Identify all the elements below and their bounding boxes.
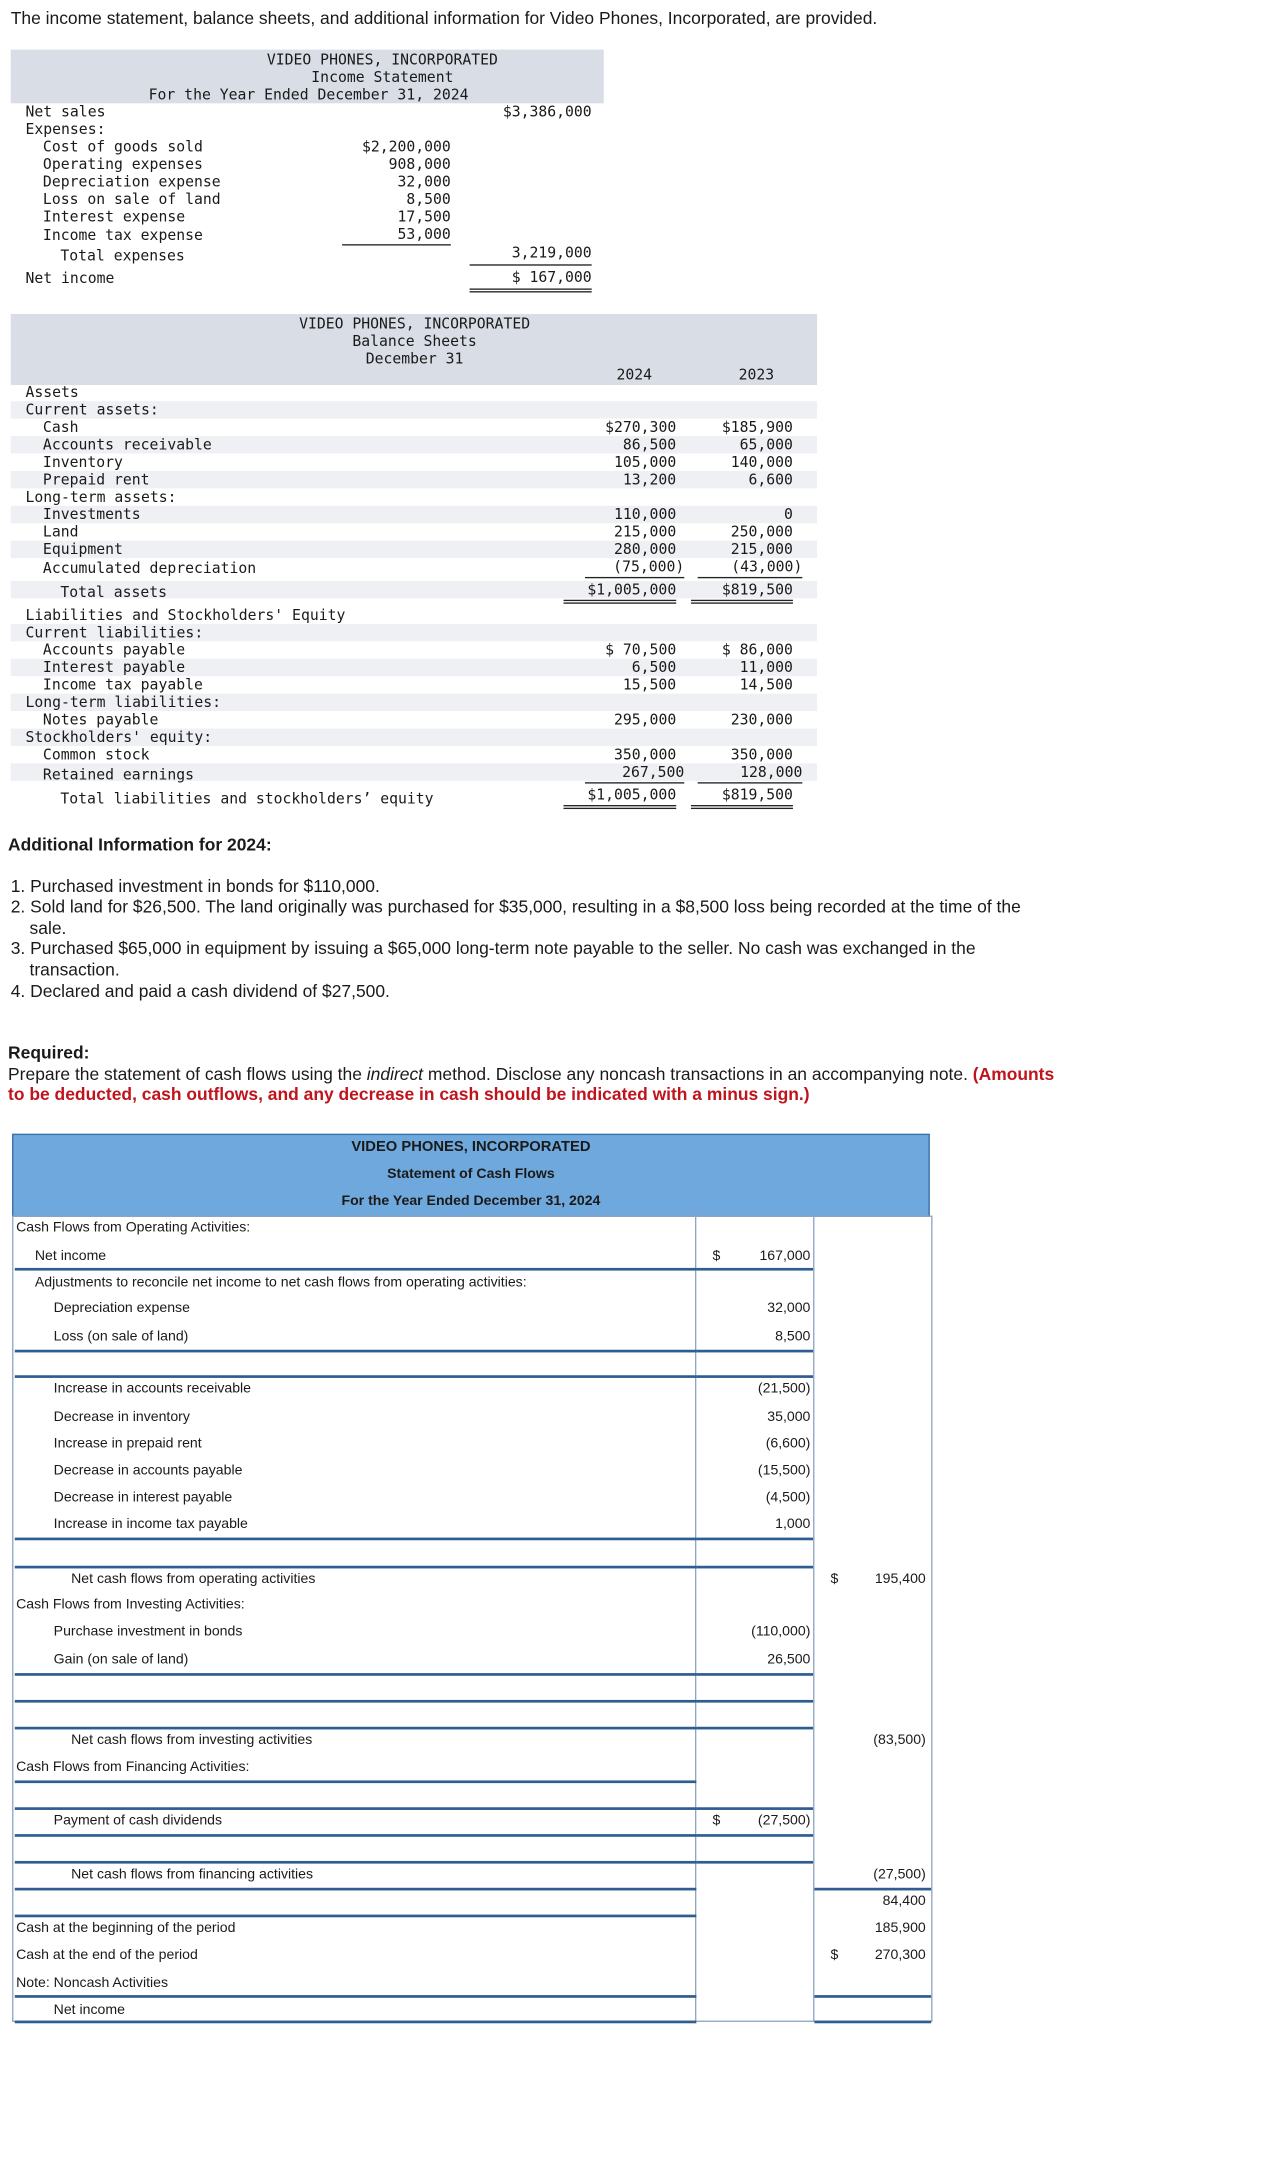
is-total-expenses-label: Total expenses	[60, 246, 185, 265]
required-emphasis: indirect	[366, 1063, 424, 1085]
cf-row-label: Loss (on sale of land)	[53, 1328, 189, 1345]
is-total-expenses: 3,219,000	[470, 244, 592, 265]
cf-investing-label: Cash Flows from Investing Activities:	[16, 1596, 245, 1613]
cf-row-amount: (21,500)	[757, 1380, 811, 1397]
bs-row-label: Investments	[42, 505, 141, 524]
cf-noncash-label: Note: Noncash Activities	[16, 1974, 169, 1992]
bs-value-2023: 215,000	[730, 540, 793, 559]
bs-value-2024: 267,500	[585, 763, 684, 783]
cf-dollar-sign: $	[712, 1247, 721, 1264]
cf-dollar-sign: $	[712, 1812, 721, 1829]
is-expense-label: Interest expense	[42, 207, 186, 226]
is-expense-amount: 32,000	[397, 173, 451, 191]
bs-value-2023: 14,500	[739, 676, 793, 694]
bs-row-label: Inventory	[42, 453, 123, 471]
cf-net-financing: (27,500)	[873, 1866, 926, 1883]
entry-line	[696, 1861, 813, 1864]
entry-line	[15, 1834, 697, 1837]
entry-line	[814, 2021, 931, 2024]
cf-dividends-label: Payment of cash dividends	[53, 1812, 223, 1829]
entry-line	[696, 1566, 813, 1569]
additional-heading: Additional Information for 2024:	[8, 834, 272, 855]
bs-value-2023: $185,900	[721, 418, 793, 437]
cf-net-investing-label: Net cash flows from investing activities	[71, 1732, 313, 1749]
cf-row-label: Decrease in interest payable	[53, 1489, 233, 1506]
bs-col-2023: 2023	[738, 366, 775, 384]
required-heading: Required:	[8, 1042, 90, 1063]
bs-value-2023: 0	[784, 505, 793, 524]
entry-line	[696, 1700, 813, 1703]
entry-line	[15, 1888, 697, 1891]
is-expense-amount: $2,200,000	[361, 138, 451, 156]
cf-dividends: (27,500)	[757, 1812, 811, 1829]
cf-dollar-sign: $	[830, 1571, 839, 1588]
bs-liab-equity-label: Liabilities and Stockholders' Equity	[25, 606, 346, 624]
entry-line	[15, 1375, 697, 1378]
entry-line	[814, 1888, 931, 1891]
bs-value-2024: 215,000	[614, 523, 677, 541]
bs-row-label: Prepaid rent	[42, 470, 150, 489]
cf-row-amount: (15,500)	[757, 1462, 811, 1479]
required-line-1	[8, 1064, 1054, 1085]
required-line-2: to be deducted, cash outflows, and any decrease in cash should be indicated with a minus sign.)	[8, 1084, 810, 1105]
bs-value-2023: 11,000	[739, 658, 793, 677]
bs-row-label: Notes payable	[42, 711, 159, 729]
bs-value-2023: 128,000	[698, 763, 803, 783]
bs-row-label: Common stock	[42, 745, 150, 764]
entry-line	[696, 1375, 813, 1378]
cf-row-label: Increase in prepaid rent	[53, 1435, 202, 1452]
bs-long-term-assets-label: Long-term assets:	[25, 488, 177, 506]
is-title: Income Statement	[311, 68, 454, 86]
cf-column-divider	[695, 1216, 696, 2022]
bs-current-liabilities-label: Current liabilities:	[25, 623, 204, 642]
cf-beginning: 185,900	[874, 1919, 926, 1937]
additional-item: transaction.	[29, 959, 120, 980]
entry-line	[15, 2021, 697, 2024]
bs-current-assets-label: Current assets:	[25, 401, 159, 419]
cf-row-label: Depreciation expense	[53, 1300, 190, 1317]
entry-line	[696, 1350, 813, 1353]
bs-value-2023: $ 86,000	[721, 641, 793, 659]
bs-row-label: Retained earnings	[42, 766, 195, 784]
cf-title: Statement of Cash Flows	[387, 1165, 555, 1183]
entry-line	[15, 1268, 697, 1271]
cf-noncash-item: Net income	[53, 2001, 125, 2018]
entry-line	[696, 1807, 813, 1810]
bs-value-2023: (43,000)	[698, 558, 803, 578]
bs-value-2024: 15,500	[622, 676, 677, 694]
bs-value-2024: 280,000	[614, 540, 677, 559]
cf-period: For the Year Ended December 31, 2024	[341, 1192, 601, 1209]
is-expense-label: Operating expenses	[42, 155, 203, 174]
required-red-note: (Amounts	[972, 1063, 1055, 1085]
bs-value-2023: 6,600	[748, 470, 793, 489]
is-expense-amount: 17,500	[397, 207, 451, 226]
entry-line	[15, 1915, 697, 1918]
bs-value-2024: 350,000	[614, 745, 677, 764]
is-net-income: $ 167,000	[470, 268, 592, 292]
bs-row-label: Land	[42, 523, 79, 541]
is-expense-label: Income tax expense	[42, 226, 203, 245]
bs-value-2023: 230,000	[730, 711, 793, 729]
entry-line	[15, 1727, 697, 1730]
bs-row-label: Income tax payable	[42, 676, 203, 694]
cf-ending: 270,300	[874, 1946, 926, 1963]
entry-line	[15, 1566, 697, 1569]
cf-net-income-label: Net income	[34, 1247, 107, 1264]
entry-line	[15, 1538, 697, 1541]
bs-total-le-label: Total liabilities and stockholders’ equity	[60, 790, 434, 808]
cf-net-financing-label: Net cash flows from financing activities	[71, 1866, 314, 1883]
is-net-income-label: Net income	[25, 269, 115, 288]
bs-assets-label: Assets	[25, 383, 79, 402]
cf-row-label: Increase in accounts receivable	[53, 1380, 252, 1397]
bs-row-label: Interest payable	[42, 658, 186, 677]
cf-row-amount: 8,500	[775, 1328, 811, 1345]
bs-row-label: Accumulated depreciation	[42, 559, 257, 577]
bs-value-2024: (75,000)	[585, 558, 684, 578]
required-text: Prepare the statement of cash flows using the	[8, 1063, 367, 1085]
bs-value-2023: 140,000	[730, 453, 793, 471]
bs-value-2024: 110,000	[614, 505, 677, 524]
bs-row-label: Cash	[42, 418, 79, 437]
bs-total-assets-2024: $1,005,000	[564, 581, 677, 604]
cf-operating-label: Cash Flows from Operating Activities:	[16, 1219, 251, 1236]
bs-value-2024: 13,200	[622, 470, 677, 489]
bs-value-2024: 105,000	[614, 453, 677, 471]
entry-line	[814, 1995, 931, 1998]
entry-line	[15, 1861, 697, 1864]
is-expense-label: Loss on sale of land	[42, 190, 221, 208]
is-expenses-label: Expenses:	[25, 120, 106, 139]
additional-item: sale.	[29, 917, 67, 938]
cf-financing-label: Cash Flows from Financing Activities:	[16, 1758, 250, 1776]
bs-value-2024: 6,500	[631, 658, 677, 677]
bs-value-2024: 295,000	[614, 711, 677, 729]
additional-item: 3. Purchased $65,000 in equipment by issuing a $65,000 long-term note payable to the seller. No cash was exchanged in the	[10, 937, 976, 958]
cf-column-divider	[813, 1216, 814, 2022]
bs-equity-label: Stockholders' equity:	[25, 728, 213, 746]
cf-net-income: 167,000	[759, 1247, 811, 1264]
bs-total-le-2024: $1,005,000	[564, 786, 677, 809]
entry-line	[696, 1538, 813, 1541]
bs-row-label: Accounts payable	[42, 641, 186, 659]
cf-ending-label: Cash at the end of the period	[16, 1946, 198, 1963]
entry-line	[696, 1727, 813, 1730]
cf-row-amount: 1,000	[775, 1516, 811, 1533]
is-expense-amount: 8,500	[406, 190, 451, 208]
cf-row-amount: (110,000)	[751, 1623, 811, 1640]
is-expense-label: Cost of goods sold	[42, 138, 203, 156]
bs-total-assets-2023: $819,500	[691, 581, 793, 604]
entry-line	[15, 1995, 697, 1998]
bs-value-2024: 86,500	[622, 436, 677, 454]
entry-line	[15, 1700, 697, 1703]
cf-net-investing: (83,500)	[873, 1732, 926, 1749]
is-expense-amount: 908,000	[388, 155, 451, 174]
cf-row-label: Gain (on sale of land)	[53, 1651, 189, 1668]
cf-row-label: Purchase investment in bonds	[53, 1623, 243, 1640]
bs-total-assets-label: Total assets	[60, 583, 168, 602]
cf-row-label: Decrease in accounts payable	[53, 1462, 243, 1479]
bs-value-2023: 65,000	[739, 436, 793, 454]
additional-item: 4. Declared and paid a cash dividend of $27,500.	[10, 980, 390, 1001]
intro-text: The income statement, balance sheets, and additional information for Video Phones, Incorporated, are provided.	[10, 8, 878, 29]
entry-line	[696, 1268, 813, 1271]
additional-item: 2. Sold land for $26,500. The land originally was purchased for $35,000, resulting in a $8,500 loss being recorded at the time of the	[10, 896, 1021, 917]
entry-line	[696, 1673, 813, 1676]
additional-item: 1. Purchased investment in bonds for $110,000.	[10, 876, 380, 897]
cf-row-amount: 26,500	[767, 1651, 811, 1668]
is-company: VIDEO PHONES, INCORPORATED	[266, 50, 498, 69]
cf-adjustments-label: Adjustments to reconcile net income to net cash flows from operating activities:	[34, 1274, 527, 1291]
cf-beginning-label: Cash at the beginning of the period	[16, 1919, 236, 1937]
cf-net-operating: 195,400	[874, 1571, 926, 1588]
cf-net-change: 84,400	[882, 1893, 926, 1910]
bs-total-le-2023: $819,500	[691, 786, 793, 809]
cf-row-amount: 35,000	[767, 1408, 811, 1425]
cf-row-label: Decrease in inventory	[53, 1408, 190, 1425]
entry-line	[15, 1350, 697, 1353]
cf-row-amount: (4,500)	[765, 1489, 811, 1506]
bs-row-label: Equipment	[42, 540, 123, 559]
cf-row-amount: 32,000	[767, 1300, 811, 1317]
cf-dollar-sign: $	[830, 1946, 839, 1963]
bs-value-2024: $270,300	[605, 418, 677, 437]
entry-line	[696, 1834, 813, 1837]
bs-col-2024: 2024	[616, 366, 653, 384]
bs-title: Balance Sheets	[352, 332, 477, 351]
bs-date: December 31	[365, 350, 464, 368]
bs-row-label: Accounts receivable	[42, 436, 212, 454]
is-expense-label: Depreciation expense	[42, 173, 221, 191]
cf-net-operating-label: Net cash flows from operating activities	[71, 1571, 316, 1588]
bs-value-2024: $ 70,500	[605, 641, 677, 659]
bs-long-term-liabilities-label: Long-term liabilities:	[25, 693, 221, 712]
cf-company: VIDEO PHONES, INCORPORATED	[351, 1139, 591, 1156]
is-period: For the Year Ended December 31, 2024	[148, 85, 469, 104]
entry-line	[15, 1780, 697, 1783]
is-net-sales-label: Net sales	[25, 103, 106, 121]
cf-row-amount: (6,600)	[765, 1435, 811, 1452]
bs-company: VIDEO PHONES, INCORPORATED	[299, 315, 531, 333]
entry-line	[15, 1807, 697, 1810]
required-text: method. Disclose any noncash transactions in an accompanying note.	[423, 1063, 973, 1085]
is-expense-amount: 53,000	[342, 225, 451, 245]
is-net-sales: $3,386,000	[502, 103, 592, 121]
bs-value-2023: 350,000	[730, 745, 793, 764]
cf-row-label: Increase in income tax payable	[53, 1516, 248, 1533]
entry-line	[15, 1673, 697, 1676]
bs-value-2023: 250,000	[730, 523, 793, 541]
